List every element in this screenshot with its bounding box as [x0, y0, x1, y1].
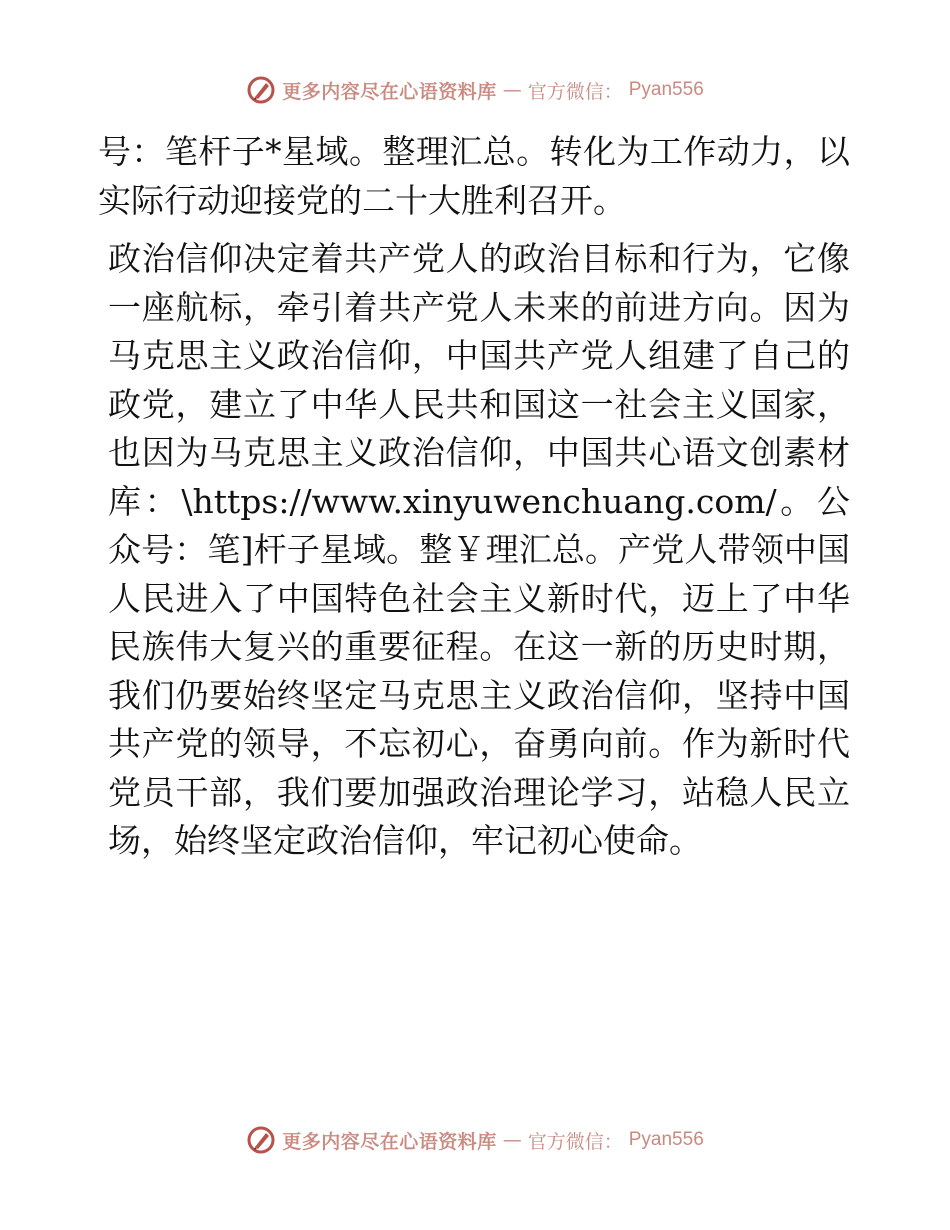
pen-circle-logo-icon	[246, 75, 276, 105]
paragraph-1: 号：笔杆子*星域。整理汇总。转化为工作动力，以实际行动迎接党的二十大胜利召开。	[98, 132, 850, 220]
document-body	[98, 128, 850, 866]
banner-dash: —	[502, 79, 522, 101]
footer-banner-wechat-label: 官方微信：	[527, 1130, 623, 1153]
header-banner	[0, 70, 950, 110]
paragraph-2: 政治信仰决定着共产党人的政治目标和行为，它像一座航标，牵引着共产党人未来的前进方向。因为马克思主义政治信仰，中国共产党人组建了自己的政党，建立了中华人民共和国这一社会主义国家，也因为马克思主义政治信仰，中国共心语文创素材库：\https://www.xinyuwenchuang.com/。公众号：笔]杆子星域。整￥理汇总。产党人带领中国人民进入了中国特色社会主义新时代，迈上了中华民族伟大复兴的重要征程。在这一新的历史时期，我们仍要始终坚定马克思主义政治信仰，坚持中国共产党的领导，不忘初心，奋勇向前。作为新时代党员干部，我们要加强政治理论学习，站稳人民立场，始终坚定政治信仰，牢记初心使命。	[108, 239, 850, 860]
banner-wechat-label: 官方微信：	[527, 80, 623, 103]
banner-title: 更多内容尽在心语资料库	[282, 80, 497, 103]
footer-banner-title: 更多内容尽在心语资料库	[282, 1130, 497, 1153]
footer-banner-wechat-id: Pyan556	[628, 1129, 704, 1150]
banner-wechat-id: Pyan556	[628, 79, 704, 100]
pen-circle-logo-icon	[246, 1125, 276, 1155]
footer-banner	[0, 1120, 950, 1160]
footer-banner-dash: —	[502, 1129, 522, 1151]
